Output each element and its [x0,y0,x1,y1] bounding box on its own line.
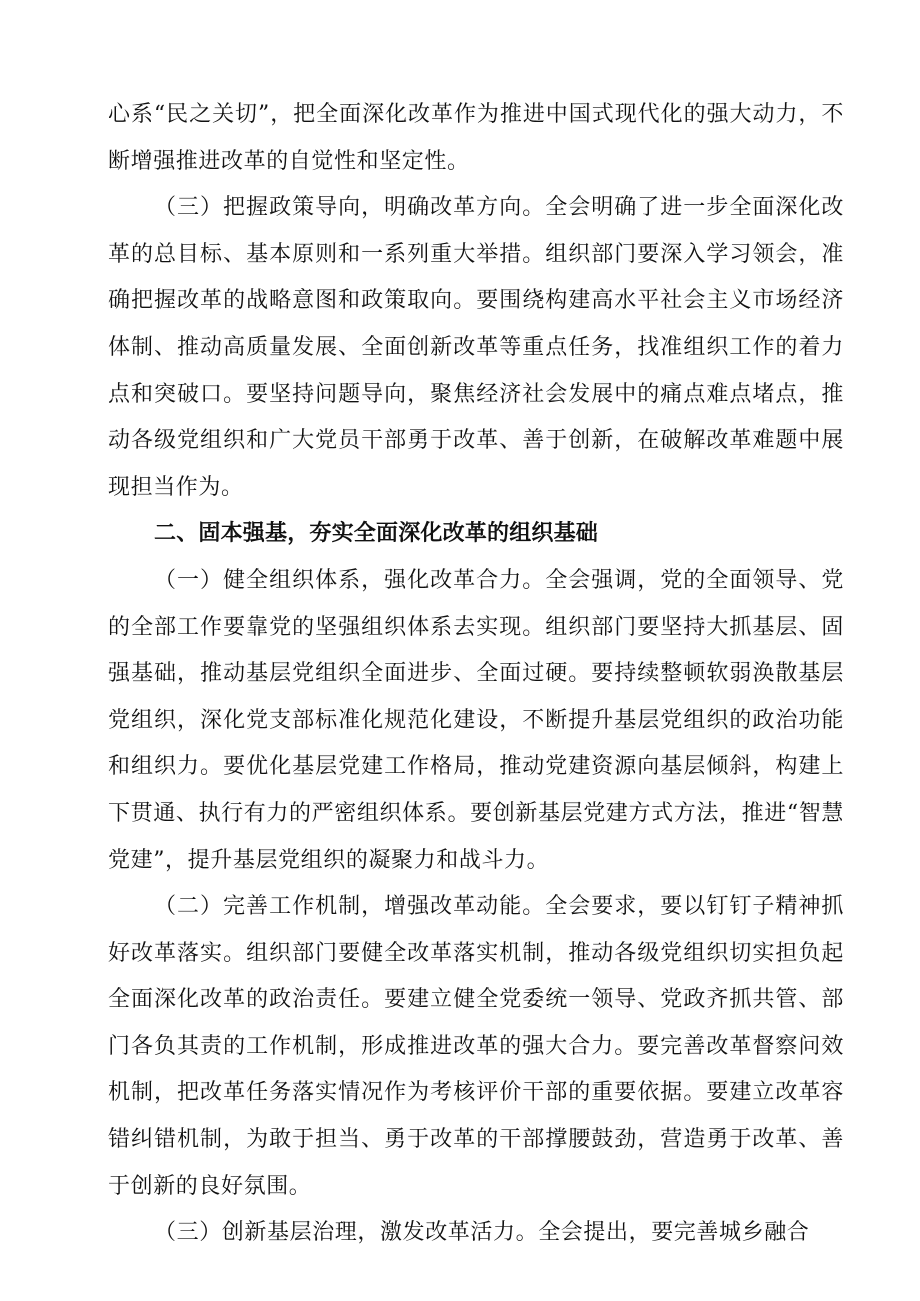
section-heading-2: 二、固本强基，夯实全面深化改革的组织基础 [154,521,599,547]
paragraph-continuation: 心系“民之关切”，把全面深化改革作为推进中国式现代化的强大动力，不断增强推进改革的自觉性和坚定性。 [108,102,844,174]
paragraph-work-mechanism: （二）完善工作机制，增强改革动能。全会要求，要以钉钉子精神抓好改革落实。组织部门要健全改革落实机制，推动各级党组织切实担负起全面深化改革的政治责任。要建立健全党委统一领导、党政齐抓共管、部门各负其责的工作机制，形成推进改革的强大合力。要完善改革督察问效机制，把改革任务落实情况作为考核评价干部的重要依据。要建立改革容错纠错机制，为敢于担当、勇于改革的干部撑腰鼓劲，营造勇于改革、善于创新的良好氛围。 [108,894,844,1199]
paragraph-grassroots-governance: （三）创新基层治理，激发改革活力。全会提出，要完善城乡融合 [154,1220,810,1246]
document-body [108,92,844,1257]
paragraph-policy-direction: （三）把握政策导向，明确改革方向。全会明确了进一步全面深化改革的总目标、基本原则和一系列重大举措。组织部门要深入学习领会，准确把握改革的战略意图和政策取向。要围绕构建高水平社会主义市场经济体制、推动高质量发展、全面创新改革等重点任务，找准组织工作的着力点和突破口。要坚持问题导向，聚焦经济社会发展中的痛点难点堵点，推动各级党组织和广大党员干部勇于改革、善于创新，在破解改革难题中展现担当作为。 [108,195,844,500]
paragraph-organization-system: （一）健全组织体系，强化改革合力。全会强调，党的全面领导、党的全部工作要靠党的坚强组织体系去实现。组织部门要坚持大抓基层、固强基础，推动基层党组织全面进步、全面过硬。要持续整顿软弱涣散基层党组织，深化党支部标准化规范化建设，不断提升基层党组织的政治功能和组织力。要优化基层党建工作格局，推动党建资源向基层倾斜，构建上下贯通、执行有力的严密组织体系。要创新基层党建方式方法，推进“智慧党建”，提升基层党组织的凝聚力和战斗力。 [108,567,844,873]
